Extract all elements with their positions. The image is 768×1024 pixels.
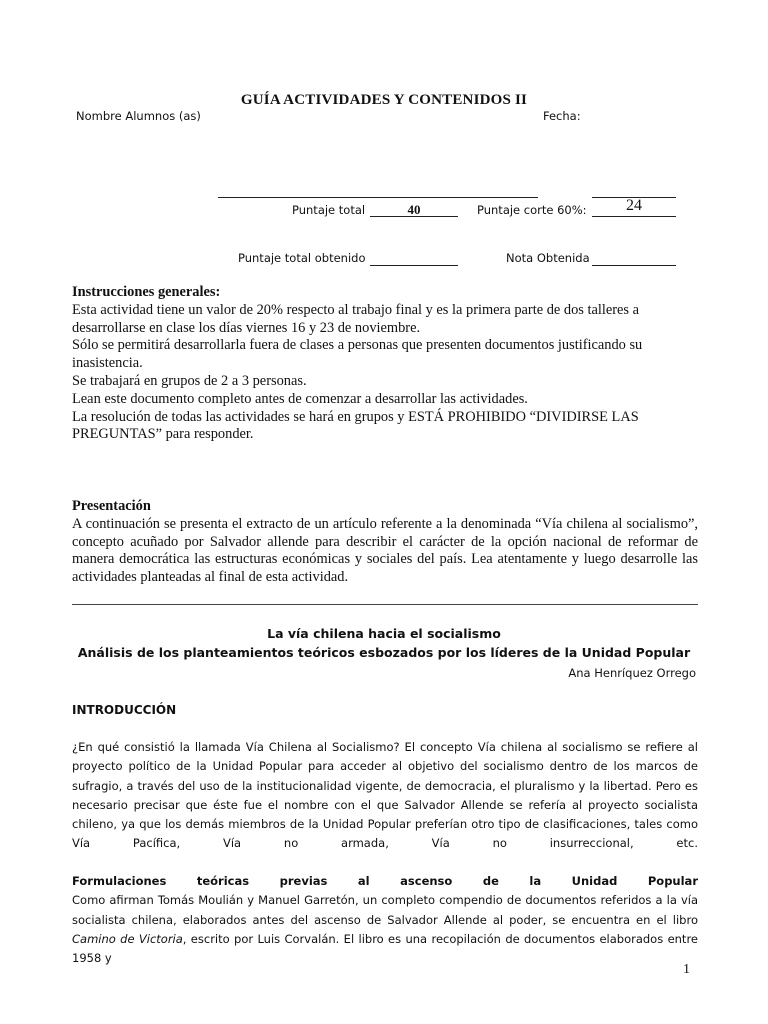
- book-title: Camino de Victoria: [72, 931, 183, 946]
- section-heading: Formulaciones teóricas previas al ascenso de la Unidad Popular: [72, 874, 698, 888]
- article-author: Ana Henríquez Orrego: [568, 666, 696, 680]
- instructions-section: [72, 284, 698, 444]
- puntaje-total-label: Puntaje total: [292, 203, 366, 217]
- instruction-line: Sólo se permitirá desarrollarla fuera de clases a personas que presenten documentos justificando su inasistencia.: [72, 337, 643, 372]
- section-text-part-2: , escrito por Luis Corvalán. El libro es una recopilación de documentos elaborados entre 1958 y: [72, 931, 698, 966]
- instruction-line: Esta actividad tiene un valor de 20% respecto al trabajo final y es la primera parte de dos talleres a desarrollarse en clase los días viernes 16 y 23 de noviembre.: [72, 301, 639, 336]
- instruction-line: La resolución de todas las actividades se hará en grupos y ESTÁ PROHIBIDO “DIVIDIRSE LAS PREGUNTAS” para responder.: [72, 408, 639, 443]
- presentation-section: [72, 498, 698, 587]
- nota-obtenida-line: [592, 265, 676, 266]
- section-divider: [72, 604, 698, 605]
- introduction-text-block: [72, 738, 698, 854]
- page-number: 1: [683, 962, 690, 977]
- nombre-alumnos-label: Nombre Alumnos (as): [76, 109, 201, 123]
- introduction-heading: INTRODUCCIÓN: [72, 703, 177, 717]
- puntaje-total-value: 40: [407, 202, 421, 217]
- instruction-line: Lean este documento completo antes de comenzar a desarrollar las actividades.: [72, 390, 528, 407]
- presentation-heading: Presentación: [72, 498, 151, 514]
- section-text-part-1: Como afirman Tomás Moulián y Manuel Garretón, un completo compendio de documentos referidos a la vía socialista chilena, elaborados antes del ascenso de Salvador Allende al poder, se encuentra en el libro: [72, 893, 698, 927]
- fecha-label: Fecha:: [543, 109, 581, 123]
- page-title: GUÍA ACTIVIDADES Y CONTENIDOS II: [240, 92, 528, 108]
- article-subtitle: Análisis de los planteamientos teóricos esbozados por los líderes de la Unidad Popular: [77, 645, 691, 660]
- instructions-heading: Instrucciones generales:: [72, 284, 221, 300]
- nota-obtenida-label: Nota Obtenida: [506, 251, 590, 265]
- formulaciones-section: [72, 872, 698, 968]
- introduction-text: ¿En qué consistió la llamada Vía Chilena al Socialismo? El concepto Vía chilena al socialismo se refiere al proyecto político de la Unidad Popular para acceder al objetivo del socialismo dentro de los marcos de sufragio, a través del uso de la institucionalidad vigente, de democracia, el pluralismo y la libertad. Pero es necesario precisar que éste fue el nombre con el que Salvador Allende se refería al proyecto socialista chileno, ya que los demás miembros de la Unidad Popular preferían otro tipo de clasificaciones, tales como Vía Pacífica, Vía no armada, Vía no insurreccional, etc.: [72, 740, 698, 851]
- article-title: La vía chilena hacia el socialismo: [267, 626, 501, 641]
- section-text: [72, 891, 698, 968]
- puntaje-obtenido-label: Puntaje total obtenido: [238, 251, 366, 265]
- puntaje-corte-value: 24: [626, 197, 642, 214]
- presentation-text: A continuación se presenta el extracto de un artículo referente a la denominada “Vía chilena al socialismo”, concepto acuñado por Salvador allende para describir el carácter de la opción nacional de reformar de manera democrática las estructuras económicas y sociales del país. Lea atentamente y luego desarrolle las actividades planteadas al final de esta actividad.: [72, 515, 698, 586]
- puntaje-obtenido-line: [370, 265, 458, 266]
- instruction-line: Se trabajará en grupos de 2 a 3 personas.: [72, 372, 307, 389]
- name-signature-line: [218, 197, 538, 198]
- puntaje-corte-label: Puntaje corte 60%:: [477, 203, 587, 217]
- puntaje-corte-line: [592, 216, 676, 217]
